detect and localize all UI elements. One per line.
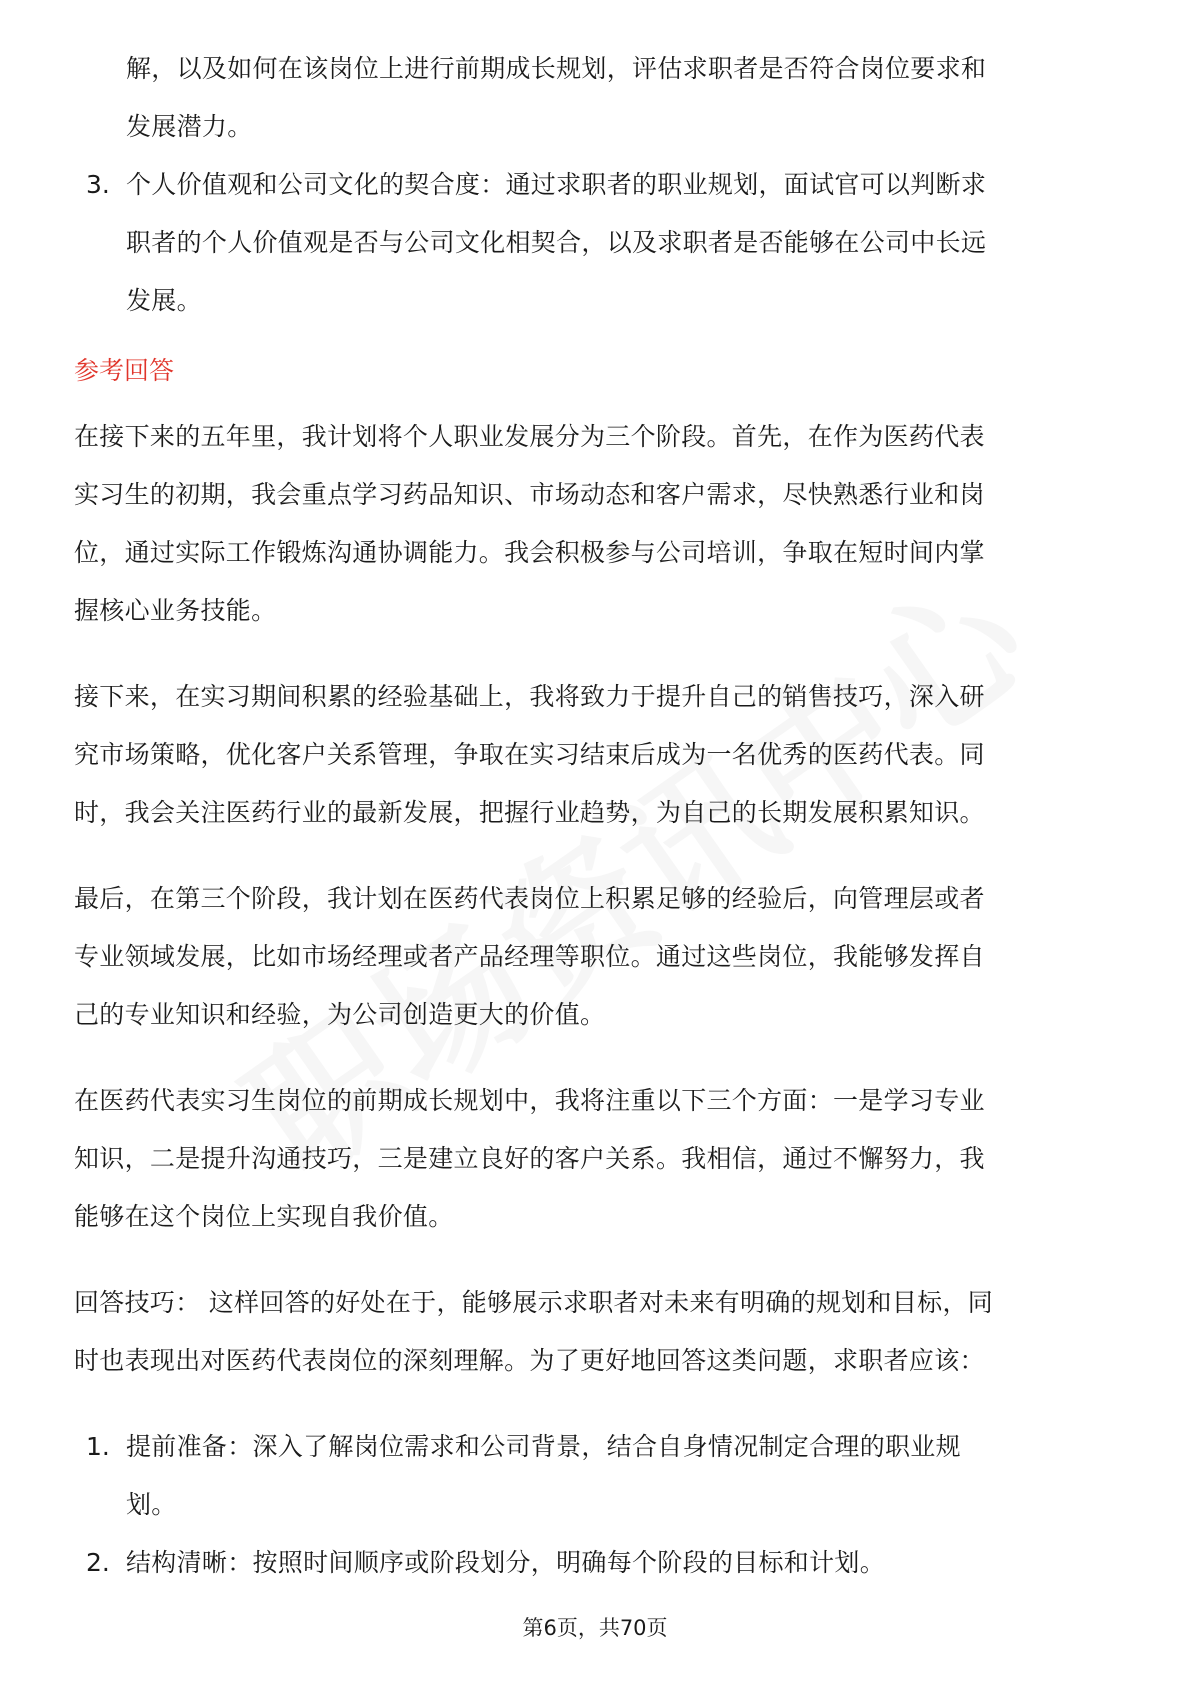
text-line: 究市场策略，优化客户关系管理，争取在实习结束后成为一名优秀的医药代表。同	[74, 740, 985, 769]
tip-item-2	[74, 1534, 1124, 1592]
page-number-footer: 第6页，共70页	[522, 1616, 668, 1640]
list-item-2-continuation	[74, 40, 1124, 156]
text-line: 在医药代表实习生岗位的前期成长规划中，我将注重以下三个方面：一是学习专业	[74, 1086, 985, 1115]
paragraph-3	[74, 870, 1124, 1044]
text-line: 接下来，在实习期间积累的经验基础上，我将致力于提升自己的销售技巧，深入研	[74, 682, 985, 711]
text-line: 实习生的初期，我会重点学习药品知识、市场动态和客户需求，尽快熟悉行业和岗	[74, 480, 985, 509]
text-line: 解，以及如何在该岗位上进行前期成长规划，评估求职者是否符合岗位要求和	[126, 54, 987, 83]
text-line: 最后，在第三个阶段，我计划在医药代表岗位上积累足够的经验后，向管理层或者	[74, 884, 985, 913]
text-line: 时也表现出对医药代表岗位的深刻理解。为了更好地回答这类问题，求职者应该：	[74, 1346, 985, 1375]
text-line: 己的专业知识和经验，为公司创造更大的价值。	[74, 1000, 606, 1029]
text-line: 个人价值观和公司文化的契合度：通过求职者的职业规划，面试官可以判断求	[126, 170, 987, 199]
text-line: 划。	[126, 1490, 177, 1519]
text-line: 结构清晰：按照时间顺序或阶段划分，明确每个阶段的目标和计划。	[126, 1548, 886, 1577]
page-content	[74, 40, 1124, 1592]
text-line: 位，通过实际工作锻炼沟通协调能力。我会积极参与公司培训，争取在短时间内掌	[74, 538, 985, 567]
text-line: 发展。	[126, 286, 202, 315]
paragraph-2	[74, 668, 1124, 842]
text-line: 专业领域发展，比如市场经理或者产品经理等职位。通过这些岗位，我能够发挥自	[74, 942, 985, 971]
paragraph-5-tips-intro	[74, 1274, 1124, 1390]
text-line: 知识，二是提升沟通技巧，三是建立良好的客户关系。我相信，通过不懈努力，我	[74, 1144, 985, 1173]
section-heading: 参考回答	[74, 356, 175, 385]
paragraph-4	[74, 1072, 1124, 1246]
text-line: 提前准备：深入了解岗位需求和公司背景，结合自身情况制定合理的职业规	[126, 1432, 961, 1461]
text-line: 握核心业务技能。	[74, 596, 277, 625]
text-line: 发展潜力。	[126, 112, 253, 141]
text-line: 职者的个人价值观是否与公司文化相契合，以及求职者是否能够在公司中长远	[126, 228, 987, 257]
paragraph-1	[74, 408, 1124, 640]
tip-item-1	[74, 1418, 1124, 1534]
text-line: 能够在这个岗位上实现自我价值。	[74, 1202, 454, 1231]
text-line: 时，我会关注医药行业的最新发展，把握行业趋势，为自己的长期发展积累知识。	[74, 798, 985, 827]
list-number: 1.	[86, 1432, 110, 1461]
text-line: 回答技巧： 这样回答的好处在于，能够展示求职者对未来有明确的规划和目标，同	[74, 1288, 994, 1317]
text-line: 在接下来的五年里，我计划将个人职业发展分为三个阶段。首先，在作为医药代表	[74, 422, 985, 451]
list-item-3	[74, 156, 1124, 330]
list-number: 2.	[86, 1548, 110, 1577]
list-number: 3.	[86, 170, 110, 199]
